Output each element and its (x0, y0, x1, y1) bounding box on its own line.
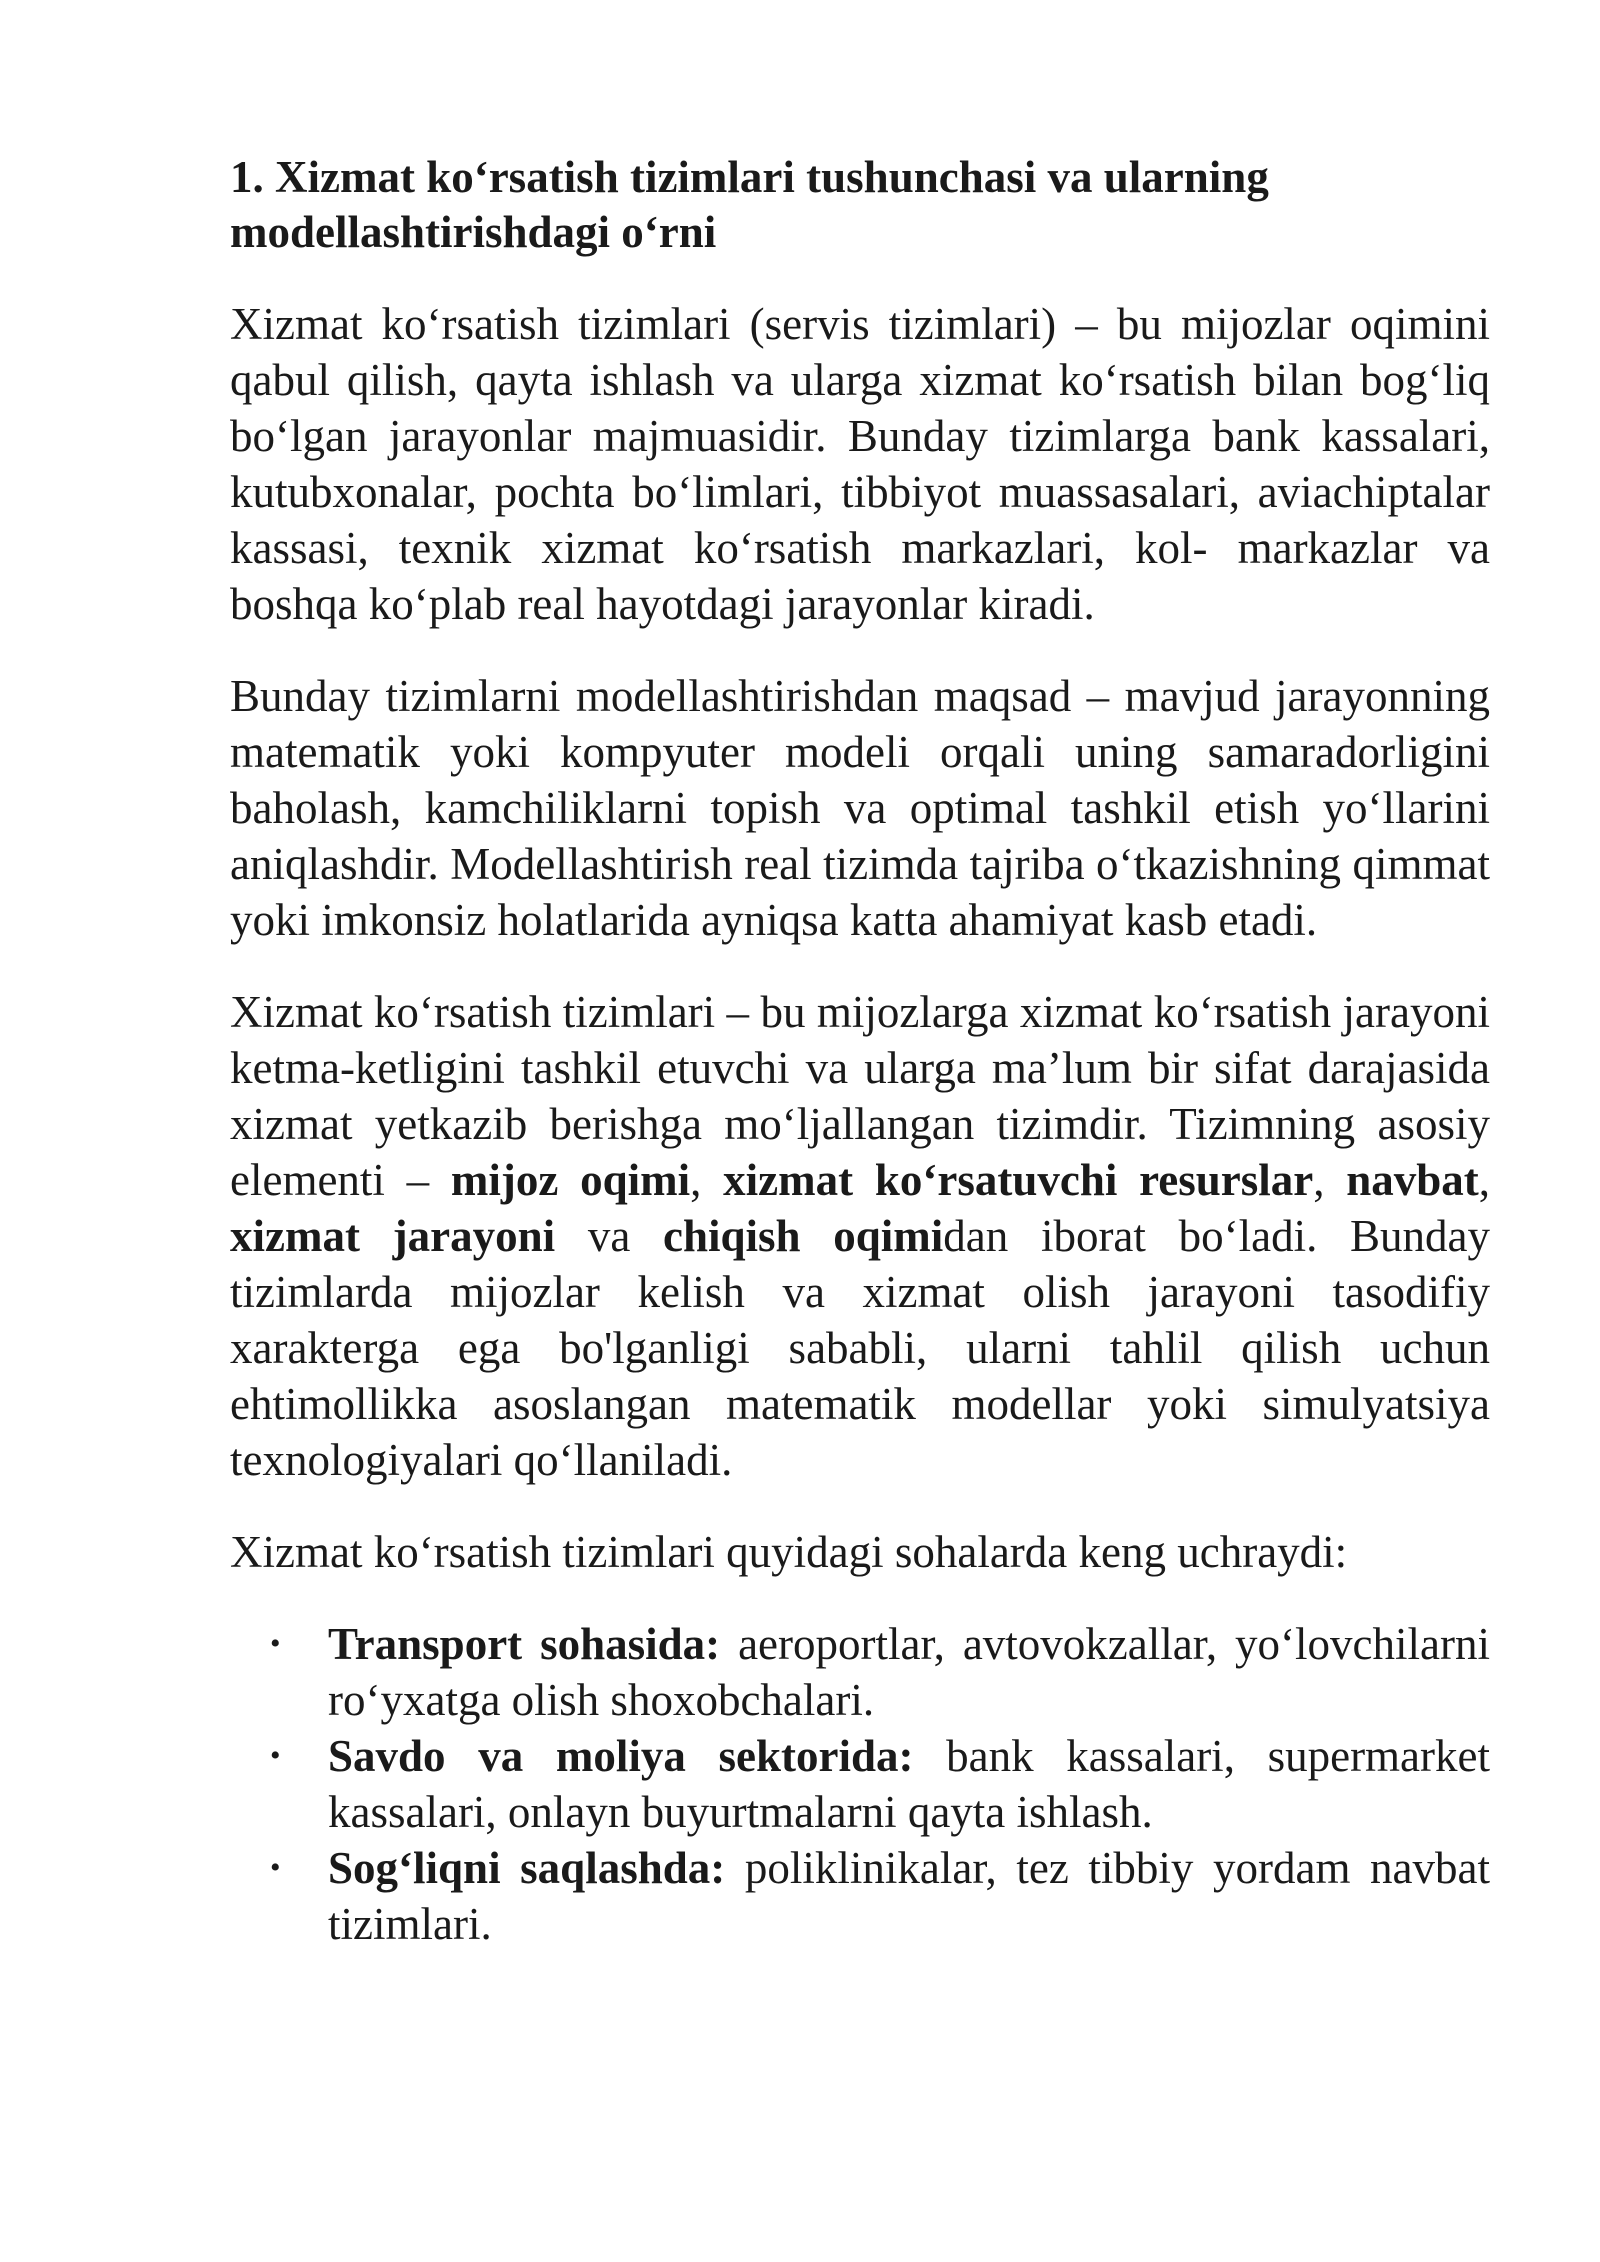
paragraph-list-intro: Xizmat ko‘rsatish tizimlari quyidagi sohalarda keng uchraydi: (230, 1527, 1348, 1577)
list-item (230, 1840, 1490, 1952)
list-item-text: poliklinikalar, tez tibbiy yordam navbat tizimlari. (328, 1843, 1490, 1949)
list-item-label: Savdo va moliya sektorida: (328, 1731, 914, 1781)
paragraph-definition: Xizmat ko‘rsatish tizimlari (servis tizimlari) – bu mijozlar oqimini qabul qilish, qayta ishlash va ularga xizmat ko‘rsatish bilan bog‘liq bo‘lgan jarayonlar majmuasidir. Bunday tizimlarga bank kassalari, kutubxonalar, pochta bo‘limlari, tibbiyot muassasalari, aviachiptalar kassasi, texnik xizmat ko‘rsatish markazlari, kol- markazlar va boshqa ko‘plab real hayotdagi jarayonlar kiradi. (230, 299, 1490, 629)
paragraph-purpose: Bunday tizimlarni modellashtirishdan maqsad – mavjud jarayonning matematik yoki kompyuter modeli orqali uning samaradorligini baholash, kamchiliklarni topish va optimal tashkil etish yo‘llarini aniqlashdir. Modellashtirish real tizimda tajriba o‘tkazishning qimmat yoki imkonsiz holatlarida ayniqsa katta ahamiyat kasb etadi. (230, 671, 1490, 945)
text-run: , (690, 1155, 724, 1205)
text-run: Xizmat ko‘rsatish tizimlari – bu mijozlarga xizmat ko‘rsatish jarayoni ketma-ketligini tashkil etuvchi va ularga ma’lum bir sifat darajasida xizmat yetkazib berishga mo‘ljallangan tizimdir. Tizimning asosiy elementi – (230, 987, 1490, 1205)
list-item (230, 1616, 1490, 1728)
text-run: dan iborat bo‘ladi. Bunday tizimlarda mijozlar kelish va xizmat olish jarayoni tasodifiy xarakterga ega bo'lganligi sababli, ularni tahlil qilish uchun ehtimollikka asoslangan matematik modellar yoki simulyatsiya texnologiyalari qo‘llaniladi. (230, 1211, 1490, 1485)
bullet-icon: • (270, 1739, 281, 1772)
bullet-icon: • (270, 1851, 281, 1884)
term-service-process: xizmat jarayoni (230, 1211, 556, 1261)
term-queue: navbat (1346, 1155, 1479, 1205)
list-item-text: aeroportlar, avtovokzallar, yo‘lovchilarni ro‘yxatga olish shoxobchalari. (328, 1619, 1490, 1725)
term-output-flow: chiqish oqimi (663, 1211, 944, 1261)
text-run: , (1478, 1155, 1491, 1205)
list-item (230, 1728, 1490, 1840)
areas-list (230, 1616, 1490, 1952)
term-client-flow: mijoz oqimi (450, 1155, 691, 1205)
list-item-label: Transport sohasida: (328, 1619, 721, 1669)
text-run: , (1313, 1155, 1347, 1205)
text-run: va (555, 1211, 663, 1261)
document-page (230, 150, 1490, 1952)
paragraph-elements (230, 984, 1490, 1488)
list-item-text: bank kassalari, supermarket kassalari, onlayn buyurtmalarni qayta ishlash. (328, 1731, 1490, 1837)
section-heading: 1. Xizmat ko‘rsatish tizimlari tushunchasi va ularning modellashtirishdagi o‘rni (230, 152, 1269, 257)
term-service-resources: xizmat ko‘rsatuvchi resurslar (723, 1155, 1314, 1205)
bullet-icon: • (270, 1627, 281, 1660)
list-item-label: Sog‘liqni saqlashda: (328, 1843, 726, 1893)
